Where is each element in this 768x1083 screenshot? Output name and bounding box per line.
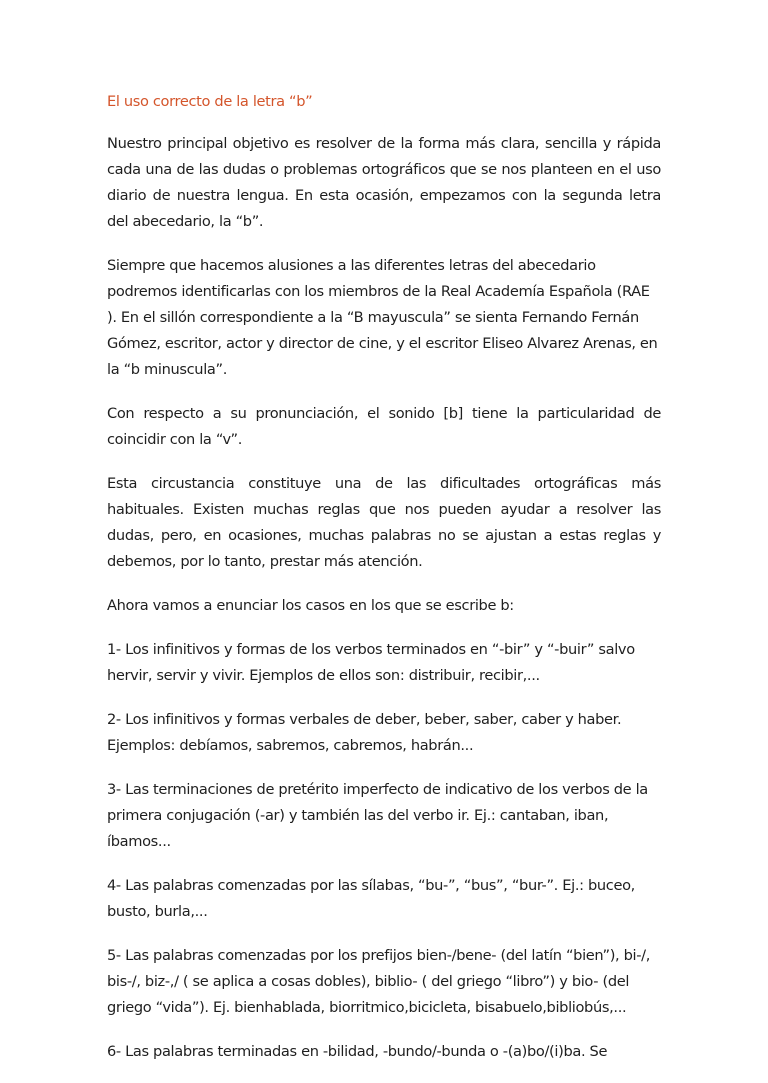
paragraph-rules-intro: Ahora vamos a enunciar los casos en los que se escribe b: [107, 597, 514, 614]
rule-item-3: 3- Las terminaciones de pretérito imperfecto de indicativo de los verbos de la primera conjugación (-ar) y también las del verbo ir. Ej.: cantaban, iban, íbamos... [107, 781, 648, 850]
rule-item-5: 5- Las palabras comenzadas por los prefijos bien-/bene- (del latín “bien”), bi-/, bis-/, biz-,/ ( se aplica a cosas dobles), biblio- ( del griego “libro”) y bio- (del griego “vida”). Ej. bienhablada, biorritmico,bicicleta, bisabuelo,bibliobús,... [107, 947, 651, 1016]
paragraph-difficulty: Esta circustancia constituye una de las dificultades ortográficas más habituales. Existen muchas reglas que nos pueden ayudar a resolver las dudas, pero, en ocasiones, muchas palabras no se ajustan a estas reglas y debemos, por lo tanto, prestar más atención. [107, 475, 661, 570]
paragraph-intro: Nuestro principal objetivo es resolver de la forma más clara, sencilla y rápida cada una de las dudas o problemas ortográficos que se nos planteen en el uso diario de nuestra lengua. En esta ocasión, empezamos con la segunda letra del abecedario, la “b”. [107, 135, 661, 230]
paragraph-pronunciation: Con respecto a su pronunciación, el sonido [b] tiene la particularidad de coincidir con la “v”. [107, 405, 661, 448]
rule-item-1: 1- Los infinitivos y formas de los verbos terminados en “-bir” y “-buir” salvo hervir, servir y vivir. Ejemplos de ellos son: distribuir, recibir,... [107, 641, 635, 684]
rule-item-2: 2- Los infinitivos y formas verbales de deber, beber, saber, caber y haber. Ejemplos: debíamos, sabremos, cabremos, habrán... [107, 711, 622, 754]
document-title: El uso correcto de la letra “b” [107, 93, 313, 110]
document-page [107, 91, 661, 1083]
rule-item-4: 4- Las palabras comenzadas por las sílabas, “bu-”, “bus”, “bur-”. Ej.: buceo, busto, burla,... [107, 877, 635, 920]
rule-item-6: 6- Las palabras terminadas en -bilidad, -bundo/-bunda o -(a)bo/(i)ba. Se [107, 1043, 608, 1060]
paragraph-rae: Siempre que hacemos alusiones a las diferentes letras del abecedario podremos identificarlas con los miembros de la Real Academía Española (RAE ). En el sillón correspondiente a la “B mayuscula” se sienta Fernando Fernán Gómez, escritor, actor y director de cine, y el escritor Eliseo Alvarez Arenas, en la “b minuscula”. [107, 257, 658, 378]
